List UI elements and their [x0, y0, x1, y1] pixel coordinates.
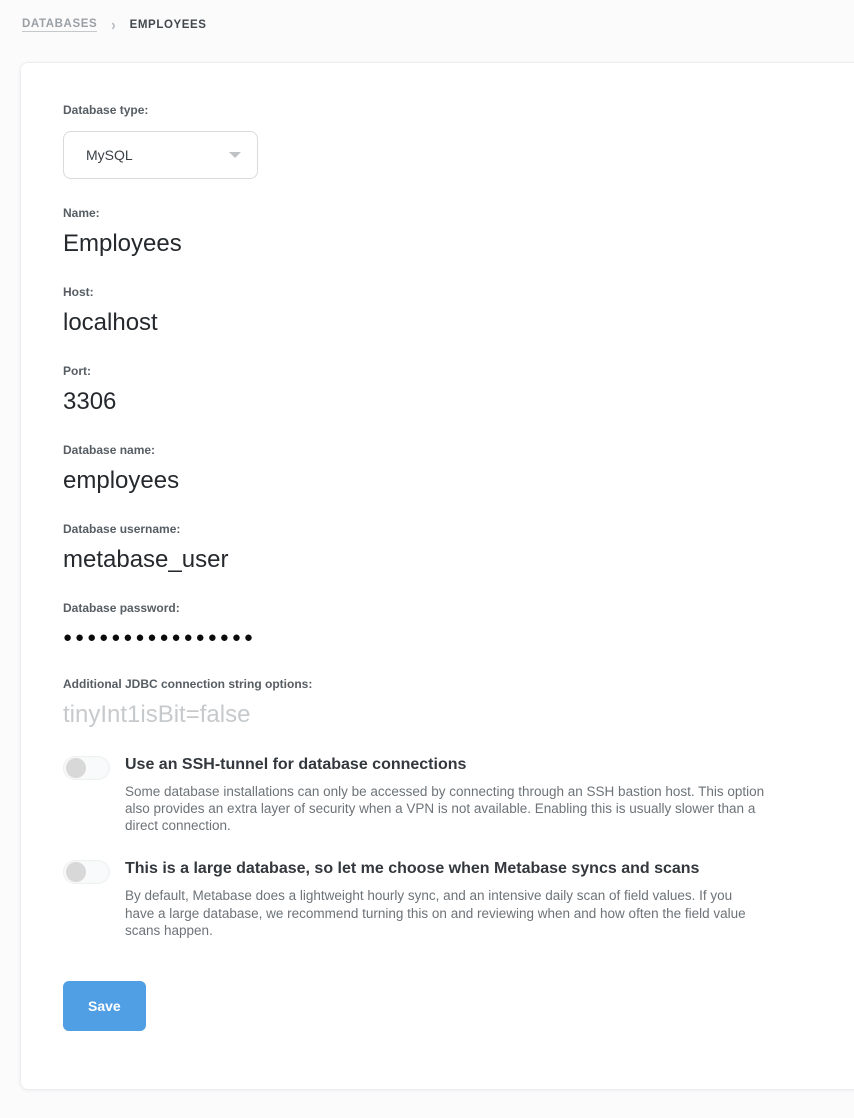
field-jdbc-options [63, 677, 854, 729]
field-database-username [63, 522, 854, 574]
toggle-knob [66, 862, 86, 882]
database-password-input[interactable] [63, 625, 583, 650]
database-type-selected-value: MySQL [86, 147, 133, 163]
toggle-knob [66, 758, 86, 778]
database-password-label: Database password: [63, 601, 180, 615]
database-username-label: Database username: [63, 522, 181, 536]
jdbc-options-label: Additional JDBC connection string options: [63, 677, 313, 691]
database-type-label: Database type: [63, 103, 149, 117]
database-username-input[interactable] [63, 546, 583, 574]
save-button[interactable]: Save [63, 981, 146, 1031]
large-database-title: This is a large database, so let me choose when Metabase syncs and scans [125, 860, 700, 878]
field-host [63, 285, 854, 337]
name-input[interactable] [63, 230, 583, 258]
large-database-toggle[interactable] [63, 860, 110, 884]
chevron-down-icon [229, 152, 241, 158]
name-label: Name: [63, 206, 100, 220]
ssh-tunnel-title: Use an SSH-tunnel for database connections [125, 756, 467, 773]
breadcrumb [0, 0, 854, 32]
field-name [63, 206, 854, 258]
jdbc-options-input[interactable] [63, 701, 583, 729]
host-label: Host: [63, 285, 94, 299]
database-type-select[interactable] [63, 131, 258, 179]
ssh-tunnel-description: Some database installations can only be accessed by connecting through an SSH bastion host. This option also provides an extra layer of security when a VPN is not available. Enabling this is usually slower than a direct connection. [125, 784, 765, 834]
ssh-tunnel-toggle[interactable] [63, 756, 110, 780]
field-port [63, 364, 854, 416]
port-input[interactable] [63, 388, 583, 416]
field-database-name [63, 443, 854, 495]
database-name-label: Database name: [63, 443, 156, 457]
large-database-section [63, 860, 854, 938]
port-label: Port: [63, 364, 91, 378]
host-input[interactable] [63, 309, 583, 337]
large-database-description: By default, Metabase does a lightweight hourly sync, and an intensive daily scan of field values. If you have a large database, we recommend turning this on and reviewing when and how often the field value scans happen. [125, 888, 746, 938]
field-database-type [63, 103, 854, 179]
field-database-password [63, 601, 854, 650]
ssh-tunnel-section [63, 756, 854, 834]
breadcrumb-current-employees: EMPLOYEES [129, 18, 207, 31]
breadcrumb-databases-link[interactable]: DATABASES [22, 17, 98, 30]
database-settings-card [20, 62, 854, 1090]
chevron-right-icon: › [111, 15, 116, 34]
database-name-input[interactable] [63, 467, 583, 495]
